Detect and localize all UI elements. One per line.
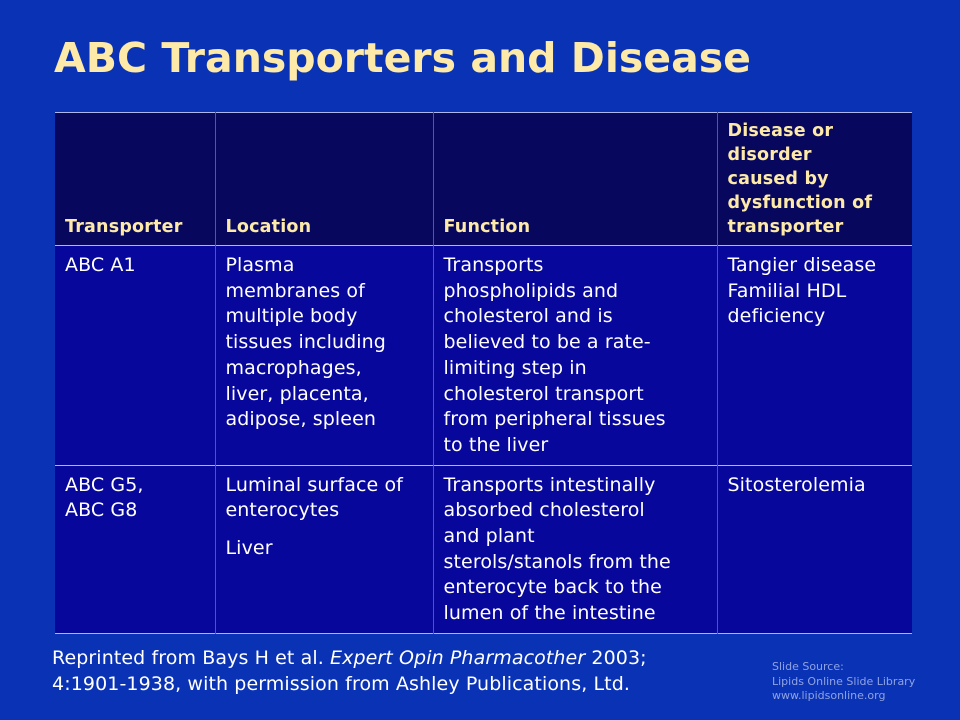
cell-line: membranes of <box>225 279 365 302</box>
cell-line: macrophages, <box>225 356 362 379</box>
cell-line: and plant <box>443 525 535 548</box>
cell-line: liver, placenta, <box>225 382 369 405</box>
cell-line: absorbed cholesterol <box>443 499 645 522</box>
cell-line: multiple body <box>225 305 358 328</box>
header-disease-line: dysfunction of <box>727 193 873 213</box>
slide-source <box>772 660 915 704</box>
cell-location <box>215 246 433 466</box>
citation-journal: Expert Opin Pharmacother <box>330 647 586 669</box>
cell-line: from peripheral tissues <box>443 408 666 431</box>
header-disease-line: disorder <box>727 145 812 165</box>
table-row <box>55 465 912 633</box>
cell-line: lumen of the intestine <box>443 602 656 625</box>
header-disease-line: Disease or <box>727 121 834 141</box>
header-disease-line: transporter <box>727 217 844 237</box>
cell-line: Transports <box>443 254 544 276</box>
header-disease-line: caused by <box>727 169 829 189</box>
cell-line: tissues including <box>225 331 386 354</box>
header-location: Location <box>215 113 433 246</box>
table-header-row <box>55 113 912 246</box>
cell-line: phospholipids and <box>443 279 619 302</box>
slide-source-line: www.lipidsonline.org <box>772 689 886 702</box>
cell-disease <box>717 465 912 633</box>
citation-prefix: Reprinted from Bays H et al. <box>52 647 330 669</box>
cell-line: Tangier disease <box>727 254 877 276</box>
cell-location <box>215 465 433 633</box>
citation-line-2: 4:1901-1938, with permission from Ashley Publications, Ltd. <box>52 673 631 695</box>
transporters-table <box>55 112 912 634</box>
cell-line: ABC A1 <box>65 254 136 276</box>
cell-line: Transports intestinally <box>443 473 656 496</box>
citation-line-1 <box>52 645 647 671</box>
cell-line: deficiency <box>727 305 826 328</box>
cell-line: cholesterol transport <box>443 382 644 405</box>
cell-line: sterols/stanols from the <box>443 550 671 573</box>
header-function: Function <box>433 113 717 246</box>
cell-function <box>433 465 717 633</box>
cell-transporter <box>55 465 215 633</box>
table-row <box>55 246 912 466</box>
cell-line: adipose, spleen <box>225 408 376 431</box>
slide-source-line: Slide Source: <box>772 660 844 673</box>
cell-line: cholesterol and is <box>443 305 613 328</box>
cell-line: Luminal surface of <box>225 473 403 496</box>
header-transporter: Transporter <box>55 113 215 246</box>
cell-line: to the liver <box>443 433 549 456</box>
citation <box>52 645 647 697</box>
cell-line: believed to be a rate- <box>443 331 651 354</box>
slide-title: ABC Transporters and Disease <box>54 34 751 82</box>
header-disease <box>717 113 912 246</box>
cell-line: Sitosterolemia <box>727 473 866 496</box>
cell-line: Familial HDL <box>727 279 847 302</box>
cell-line: ABC G8 <box>65 499 138 522</box>
cell-line: ABC G5, <box>65 473 144 496</box>
cell-line: enterocyte back to the <box>443 576 662 599</box>
cell-transporter <box>55 246 215 466</box>
cell-line: Liver <box>225 537 273 560</box>
cell-function <box>433 246 717 466</box>
cell-disease <box>717 246 912 466</box>
slide-source-line: Lipids Online Slide Library <box>772 674 916 688</box>
cell-line: limiting step in <box>443 356 587 379</box>
citation-suffix: 2003; <box>585 647 647 669</box>
cell-line: Plasma <box>225 254 295 276</box>
cell-line: enterocytes <box>225 499 340 522</box>
